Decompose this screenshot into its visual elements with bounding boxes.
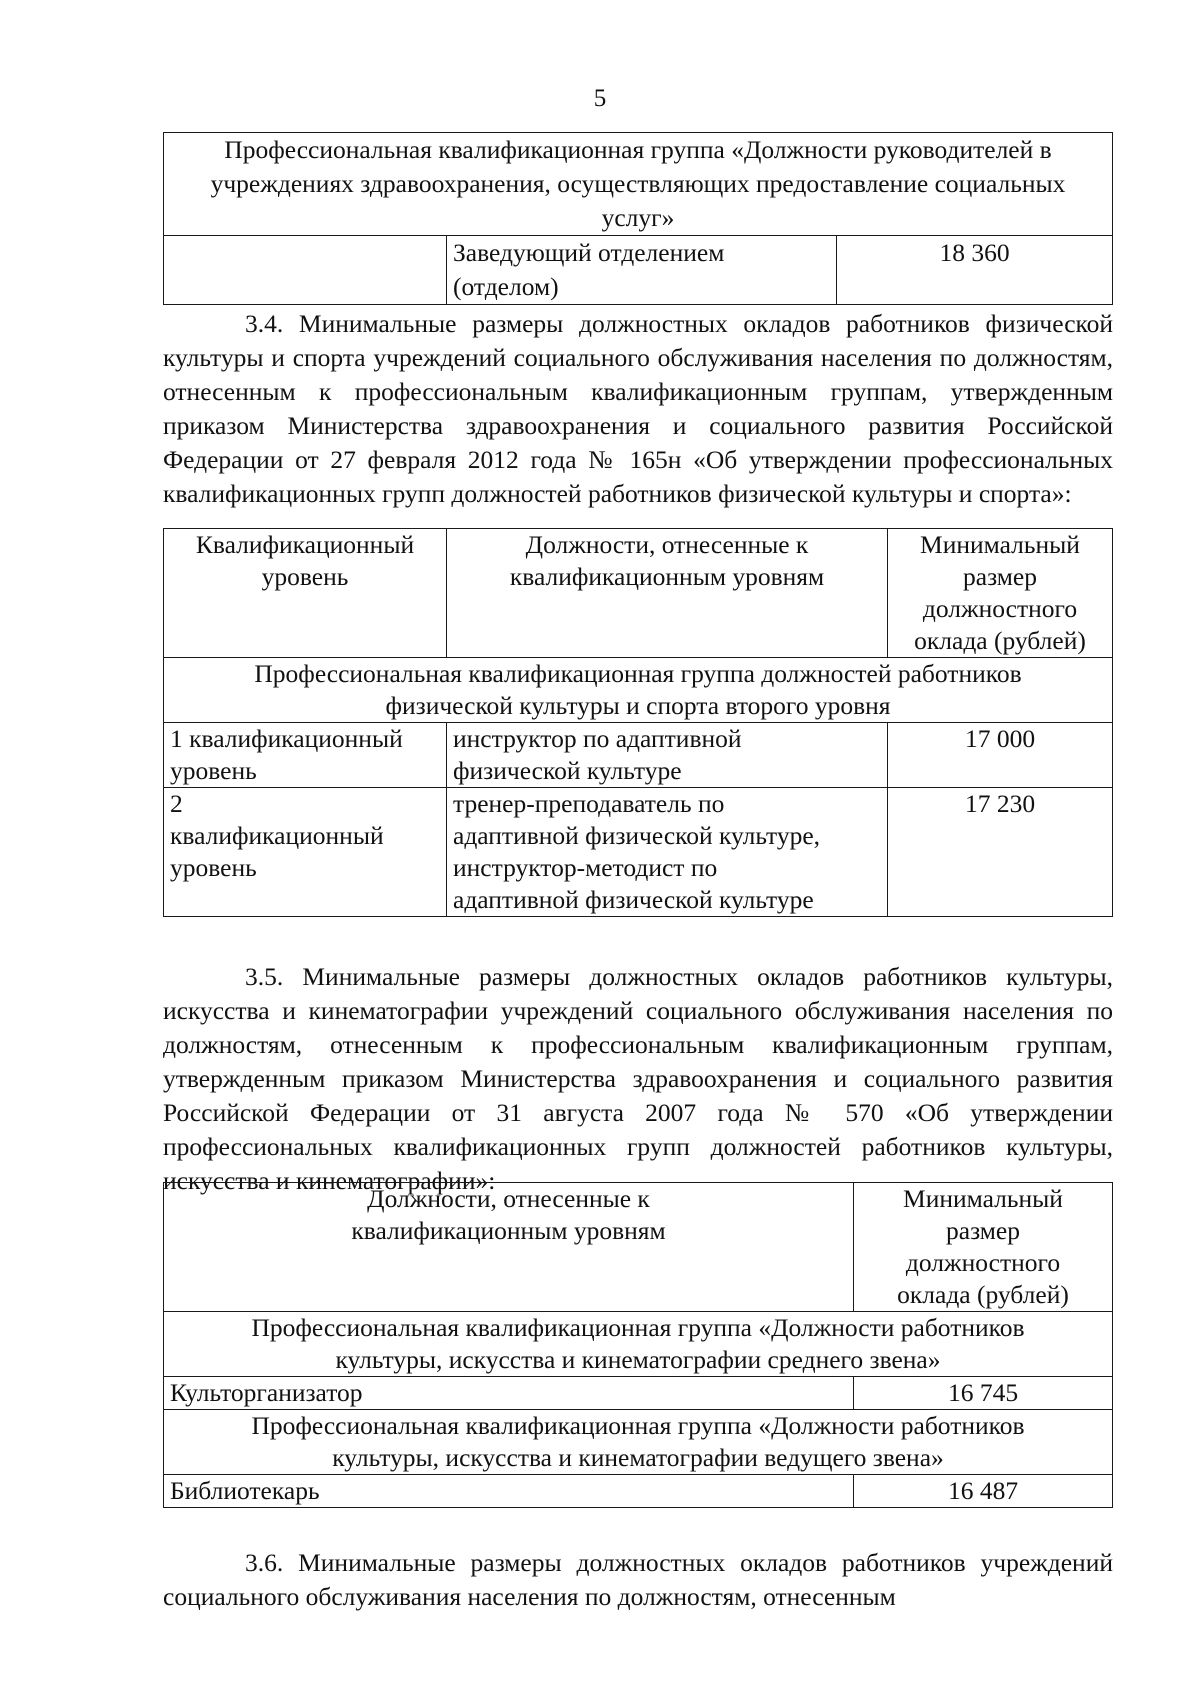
page-number: 5 <box>593 85 607 112</box>
paragraph-3-4: 3.4. Минимальные размеры должностных окладов работников физической культуры и спорта учреждений социального обслуживания населения по должностям, отнесенным к профессиональным квалификационным группам, утвержденным приказом Министерства здравоохранения и социального развития Российской Федерации от 27 февраля 2012 года № 165н «Об утверждении профессиональных квалификационных групп должностей работников физической культуры и спорта»: <box>163 309 1113 508</box>
table-cell-position: тренер-преподаватель по адаптивной физической культуре, инструктор-методист по адаптивной физической культуре <box>447 788 888 917</box>
table-header-salary: Минимальный размер должностного оклада (рублей) <box>888 529 1113 658</box>
table-cell-position: инструктор по адаптивной физической культуре <box>447 723 888 788</box>
table-header-positions: Должности, отнесенные к квалификационным уровням <box>447 529 888 658</box>
table-cell-level <box>164 236 447 305</box>
table-group-title: Профессиональная квалификационная группа «Должности работников культуры, искусства и кинематографии среднего звена» <box>164 1312 1113 1377</box>
table-cell-level: 1 квалификационный уровень <box>164 723 447 788</box>
table-cell-salary: 16 745 <box>854 1377 1113 1410</box>
table-row <box>164 788 1113 917</box>
paragraph-3-6: 3.6. Минимальные размеры должностных окладов работников учреждений социального обслуживания населения по должностям, отнесенным <box>163 1548 1113 1611</box>
table-group-title: Профессиональная квалификационная группа «Должности работников культуры, искусства и кинематографии ведущего звена» <box>164 1410 1113 1475</box>
table-row <box>164 1377 1113 1410</box>
table-cell-level: 2 квалификационный уровень <box>164 788 447 917</box>
table-cell-salary: 16 487 <box>854 1475 1113 1508</box>
table-group-title: Профессиональная квалификационная группа должностей работников физической культуры и спорта второго уровня <box>164 658 1113 723</box>
table-header-level: Квалификационный уровень <box>164 529 447 658</box>
table-header-positions: Должности, отнесенные к квалификационным уровням <box>164 1183 854 1312</box>
paragraph-3-5: 3.5. Минимальные размеры должностных окладов работников культуры, искусства и кинематографии учреждений социального обслуживания населения по должностям, отнесенным к профессиональным квалификационным группам, утвержденным приказом Министерства здравоохранения и социального развития Российской Федерации от 31 августа 2007 года № 570 «Об утверждении профессиональных квалификационных групп должностей работников культуры, искусства и кинематографии»: <box>163 962 1113 1195</box>
table-cell-position: Культорганизатор <box>164 1377 854 1410</box>
table-sport-workers <box>163 528 1113 917</box>
table-cell-salary: 17 230 <box>888 788 1113 917</box>
table-row <box>164 1475 1113 1508</box>
table-culture-workers <box>163 1182 1113 1508</box>
table-cell-position: Библиотекарь <box>164 1475 854 1508</box>
table-cell-salary: 18 360 <box>837 236 1113 305</box>
table-group-title: Профессиональная квалификационная группа «Должности руководителей в учреждениях здравоохранения, осуществляющих предоставление социальных услуг» <box>164 133 1113 236</box>
table-header-salary: Минимальный размер должностного оклада (рублей) <box>854 1183 1113 1312</box>
table-row <box>164 723 1113 788</box>
table-cell-salary: 17 000 <box>888 723 1113 788</box>
table-medical-managers <box>163 132 1113 305</box>
table-cell-position: Заведующий отделением (отделом) <box>447 236 837 305</box>
